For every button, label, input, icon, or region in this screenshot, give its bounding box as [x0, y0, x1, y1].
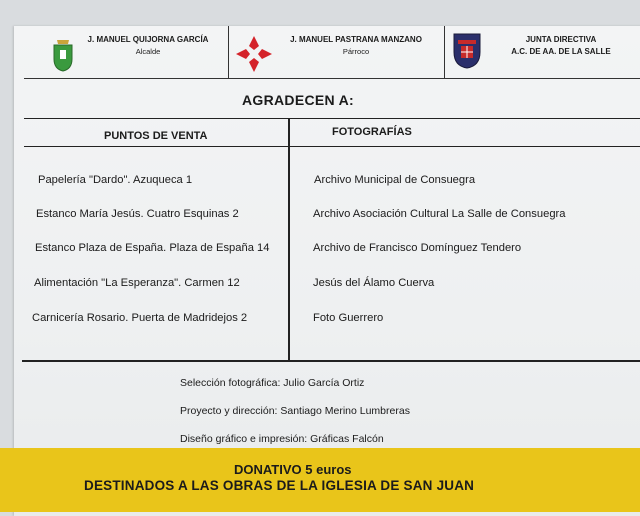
poster-card	[14, 26, 640, 516]
header-divider	[228, 26, 229, 78]
credit-line: Proyecto y dirección: Santiago Merino Lumbreras	[180, 405, 410, 417]
mayor-role: Alcalde	[135, 47, 161, 56]
list-item: Papelería "Dardo". Azuqueca 1	[38, 174, 193, 186]
list-item: Carnicería Rosario. Puerta de Madridejos 2	[32, 312, 248, 324]
column-divider	[288, 119, 290, 361]
donation-amount: DONATIVO 5 euros	[234, 462, 352, 477]
priest-block	[276, 35, 436, 56]
town-shield-icon	[52, 38, 74, 72]
lasalle-emblem-icon	[452, 32, 482, 70]
list-item: Alimentación "La Esperanza". Carmen 12	[34, 277, 240, 289]
title-rule	[24, 118, 640, 119]
priest-role: Párroco	[342, 47, 370, 56]
board-org: A.C. DE AA. DE LA SALLE	[511, 47, 611, 56]
board-block	[486, 35, 636, 56]
credit-line: Selección fotográfica: Julio García Ortiz	[180, 377, 365, 389]
header-underline	[24, 78, 640, 79]
donation-purpose: DESTINADOS A LAS OBRAS DE LA IGLESIA DE SAN JUAN	[84, 478, 475, 493]
donation-banner	[0, 448, 640, 512]
priest-name: J. MANUEL PASTRANA MANZANO	[290, 35, 422, 44]
header-divider	[444, 26, 445, 78]
page-title: AGRADECEN A:	[242, 92, 354, 108]
list-item: Archivo Asociación Cultural La Salle de Consuegra	[313, 208, 566, 220]
bottom-rule	[22, 360, 640, 362]
board-name: JUNTA DIRECTIVA	[525, 35, 597, 44]
list-item: Archivo de Francisco Domínguez Tendero	[313, 242, 522, 254]
cross-icon	[234, 34, 274, 74]
mayor-name: J. MANUEL QUIJORNA GARCÍA	[87, 35, 209, 44]
credit-line: Diseño gráfico e impresión: Gráficas Falcón	[180, 433, 384, 445]
column-heading-photos: FOTOGRAFÍAS	[332, 126, 412, 138]
header-row-rule	[24, 146, 640, 147]
column-heading-sales-points: PUNTOS DE VENTA	[104, 130, 208, 142]
list-item: Jesús del Álamo Cuerva	[313, 277, 435, 289]
list-item: Estanco Plaza de España. Plaza de España 14	[35, 242, 270, 254]
list-item: Estanco María Jesús. Cuatro Esquinas 2	[36, 208, 239, 220]
mayor-block	[78, 35, 218, 56]
list-item: Archivo Municipal de Consuegra	[314, 174, 476, 186]
list-item: Foto Guerrero	[313, 312, 384, 324]
